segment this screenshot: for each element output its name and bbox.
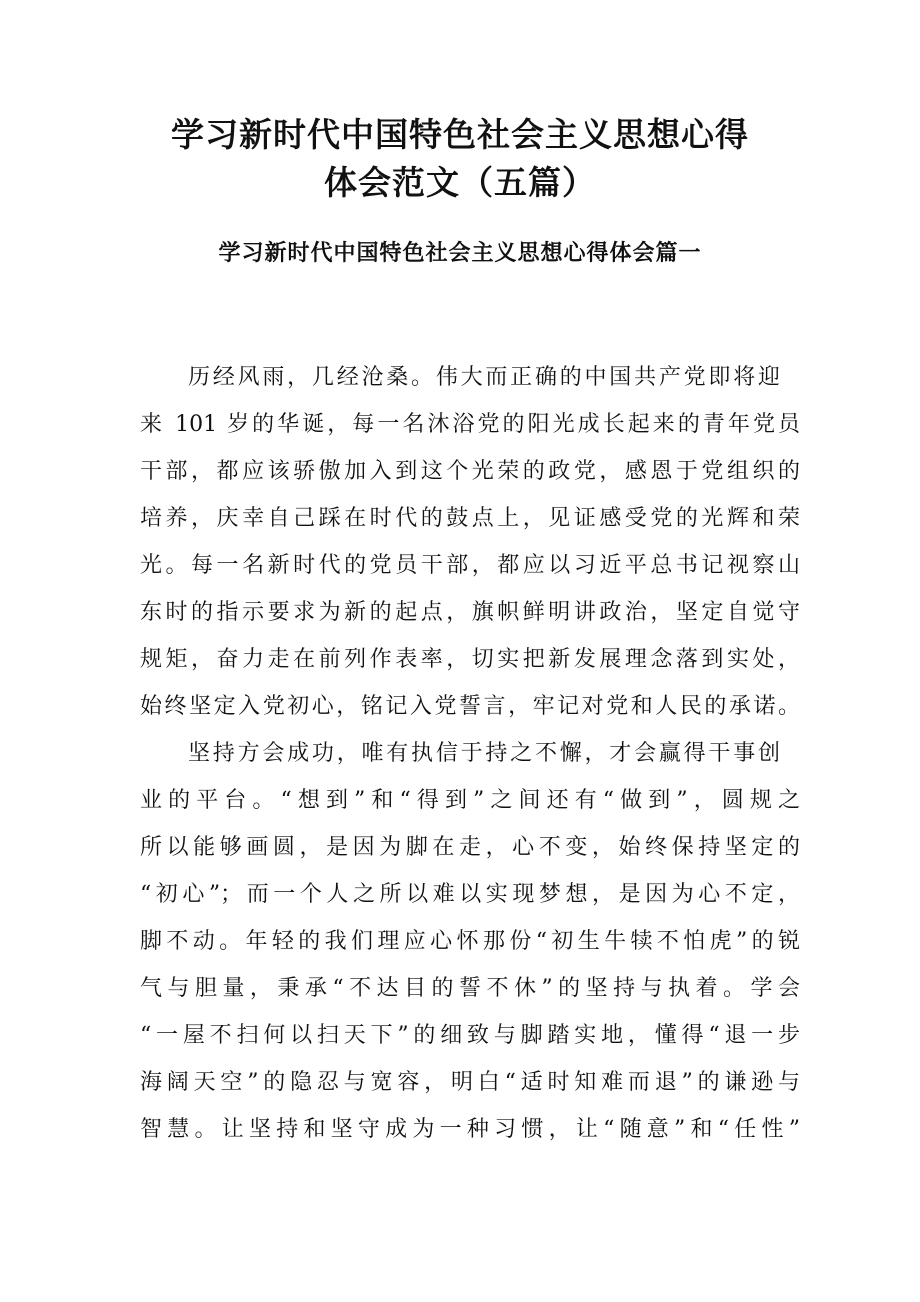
paragraph-1-line-7: 规矩，奋力走在前列作表率，切实把新发展理念落到实处， xyxy=(140,647,800,672)
paragraph-2-line-5: 脚不动。年轻的我们理应心怀那份“初生牛犊不怕虎”的锐 xyxy=(140,929,800,954)
paragraph-1-line-8: 始终坚定入党初心，铭记入党誓言，牢记对党和人民的承诺。 xyxy=(140,694,800,719)
paragraph-1-line-1: 历经风雨，几经沧桑。伟大而正确的中国共产党即将迎 xyxy=(188,365,780,390)
paragraph-1-line-2: 来 101 岁的华诞，每一名沐浴党的阳光成长起来的青年党员 xyxy=(140,412,800,437)
paragraph-1-line-6: 东时的指示要求为新的起点，旗帜鲜明讲政治，坚定自觉守 xyxy=(140,600,800,625)
paragraph-1-line-5: 光。每一名新时代的党员干部，都应以习近平总书记视察山 xyxy=(140,553,800,578)
document-title-line-1: 学习新时代中国特色社会主义思想心得 xyxy=(171,115,749,154)
paragraph-2-line-1: 坚持方会成功，唯有执信于持之不懈，才会赢得干事创 xyxy=(188,741,780,766)
section-heading: 学习新时代中国特色社会主义思想心得体会篇一 xyxy=(218,240,702,266)
paragraph-1-line-3: 干部，都应该骄傲加入到这个光荣的政党，感恩于党组织的 xyxy=(140,459,800,484)
document-title-line-2: 体会范文（五篇） xyxy=(324,163,596,202)
paragraph-2-line-8: 海阔天空”的隐忍与宽容，明白“适时知难而退”的谦逊与 xyxy=(140,1070,800,1095)
paragraph-2-line-2: 业的平台。“想到”和“得到”之间还有“做到”，圆规之 xyxy=(140,788,800,813)
paragraph-2-line-9: 智慧。让坚持和坚守成为一种习惯，让“随意”和“任性” xyxy=(140,1117,800,1142)
paragraph-2-line-3: 所以能够画圆，是因为脚在走，心不变，始终保持坚定的 xyxy=(140,835,800,860)
paragraph-2-line-7: “一屋不扫何以扫天下”的细致与脚踏实地，懂得“退一步 xyxy=(140,1023,800,1048)
paragraph-2-line-6: 气与胆量，秉承“不达目的誓不休”的坚持与执着。学会 xyxy=(140,976,800,1001)
paragraph-2-line-4: “初心”；而一个人之所以难以实现梦想，是因为心不定， xyxy=(140,882,800,907)
paragraph-1-line-4: 培养，庆幸自己踩在时代的鼓点上，见证感受党的光辉和荣 xyxy=(140,506,800,531)
